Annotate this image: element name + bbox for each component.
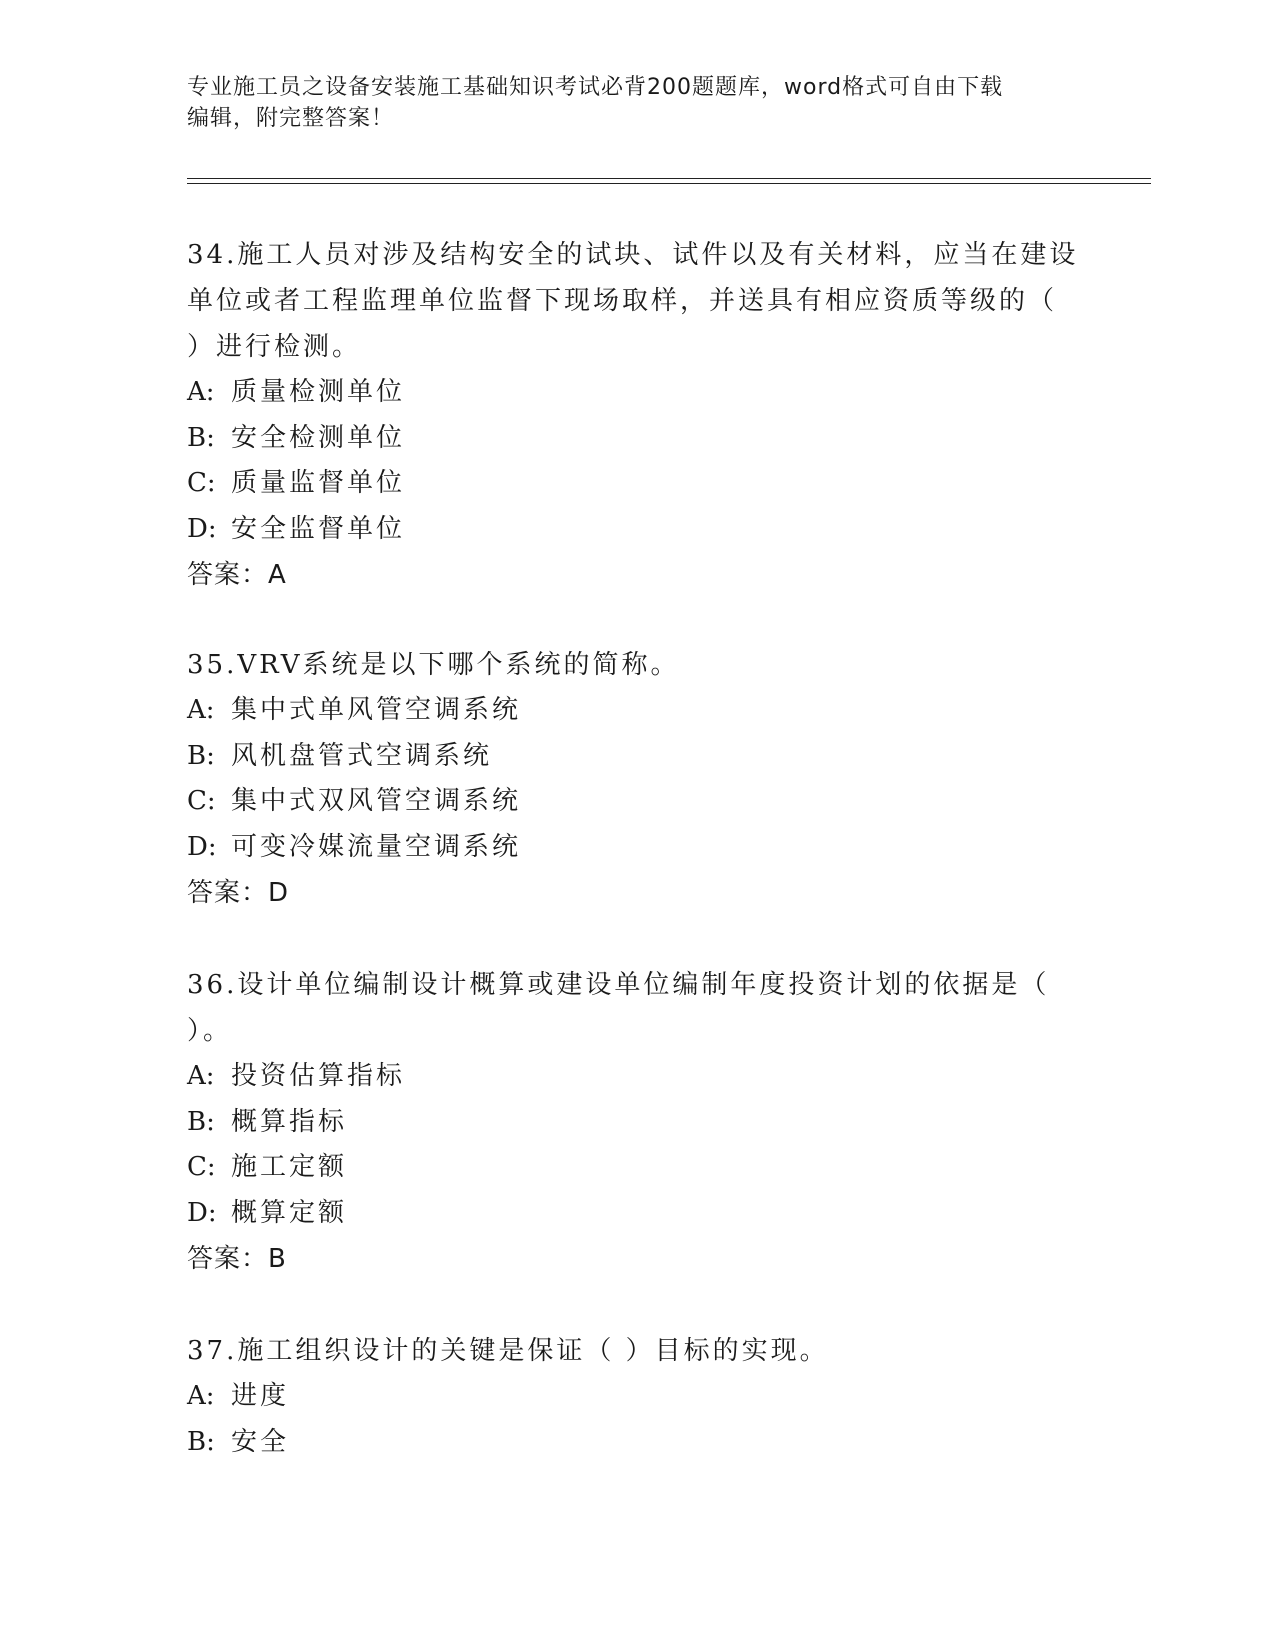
option-letter: B: — [187, 422, 215, 453]
option-letter: C: — [187, 786, 216, 816]
option-text: 投资估算指标 — [231, 1061, 406, 1091]
option-a — [187, 1374, 1087, 1420]
option-letter: D: — [187, 831, 217, 862]
header-divider-bottom — [187, 183, 1151, 184]
option-letter: C: — [187, 1152, 216, 1182]
answer-line: 答案：D — [187, 878, 290, 908]
option-b — [187, 734, 1087, 780]
option-text: 安全监督单位 — [231, 513, 406, 544]
option-text: 进度 — [231, 1381, 290, 1411]
question-stem-line: 34.施工人员对涉及结构安全的试块、试件以及有关材料，应当在建设 — [187, 240, 1079, 270]
question-stem-line: ）。 — [187, 1016, 233, 1046]
option-letter: B: — [187, 740, 215, 771]
question-stem-line: 35.VRV系统是以下哪个系统的简称。 — [187, 650, 680, 680]
option-d — [187, 1191, 1087, 1237]
option-b — [187, 1100, 1087, 1146]
option-letter: C: — [187, 468, 216, 498]
option-text: 可变冷媒流量空调系统 — [231, 831, 522, 862]
option-text: 安全检测单位 — [231, 422, 406, 453]
option-b — [187, 1420, 1087, 1466]
option-letter: D: — [187, 513, 217, 544]
question-35 — [187, 642, 1087, 916]
option-text: 集中式双风管空调系统 — [231, 786, 522, 816]
question-37 — [187, 1328, 1087, 1465]
question-36 — [187, 962, 1087, 1282]
option-text: 质量监督单位 — [231, 468, 406, 498]
option-c — [187, 779, 1087, 825]
option-letter: A: — [187, 377, 215, 407]
option-d — [187, 507, 1087, 553]
option-text: 安全 — [231, 1426, 290, 1457]
header-line-2: 编辑，附完整答案！ — [187, 106, 395, 131]
question-stem-line: ）进行检测。 — [187, 332, 362, 362]
option-letter: A: — [187, 1061, 215, 1091]
option-text: 概算定额 — [231, 1197, 348, 1228]
answer-line: 答案：A — [187, 560, 287, 590]
answer-line: 答案：B — [187, 1244, 287, 1274]
question-34 — [187, 232, 1087, 598]
option-letter: A: — [187, 1381, 215, 1411]
option-letter: B: — [187, 1106, 215, 1137]
option-b — [187, 416, 1087, 462]
header-divider-top — [187, 178, 1151, 179]
option-text: 风机盘管式空调系统 — [231, 740, 493, 771]
option-text: 施工定额 — [231, 1152, 348, 1182]
question-stem-line: 36.设计单位编制设计概算或建设单位编制年度投资计划的依据是（ — [187, 970, 1050, 1000]
option-c — [187, 1145, 1087, 1191]
option-d — [187, 825, 1087, 871]
question-stem-line: 37.施工组织设计的关键是保证（ ）目标的实现。 — [187, 1336, 829, 1366]
option-a — [187, 1054, 1087, 1100]
option-c — [187, 461, 1087, 507]
option-a — [187, 370, 1087, 416]
option-letter: B: — [187, 1426, 215, 1457]
header-line-1: 专业施工员之设备安装施工基础知识考试必背200题题库，word格式可自由下载 — [187, 75, 1004, 100]
option-text: 质量检测单位 — [231, 377, 406, 407]
option-letter: A: — [187, 695, 215, 725]
option-text: 概算指标 — [231, 1106, 348, 1137]
option-a — [187, 688, 1087, 734]
option-letter: D: — [187, 1197, 217, 1228]
option-text: 集中式单风管空调系统 — [231, 695, 522, 725]
document-header — [187, 72, 1087, 134]
question-stem-line: 单位或者工程监理单位监督下现场取样，并送具有相应资质等级的（ — [187, 286, 1058, 316]
